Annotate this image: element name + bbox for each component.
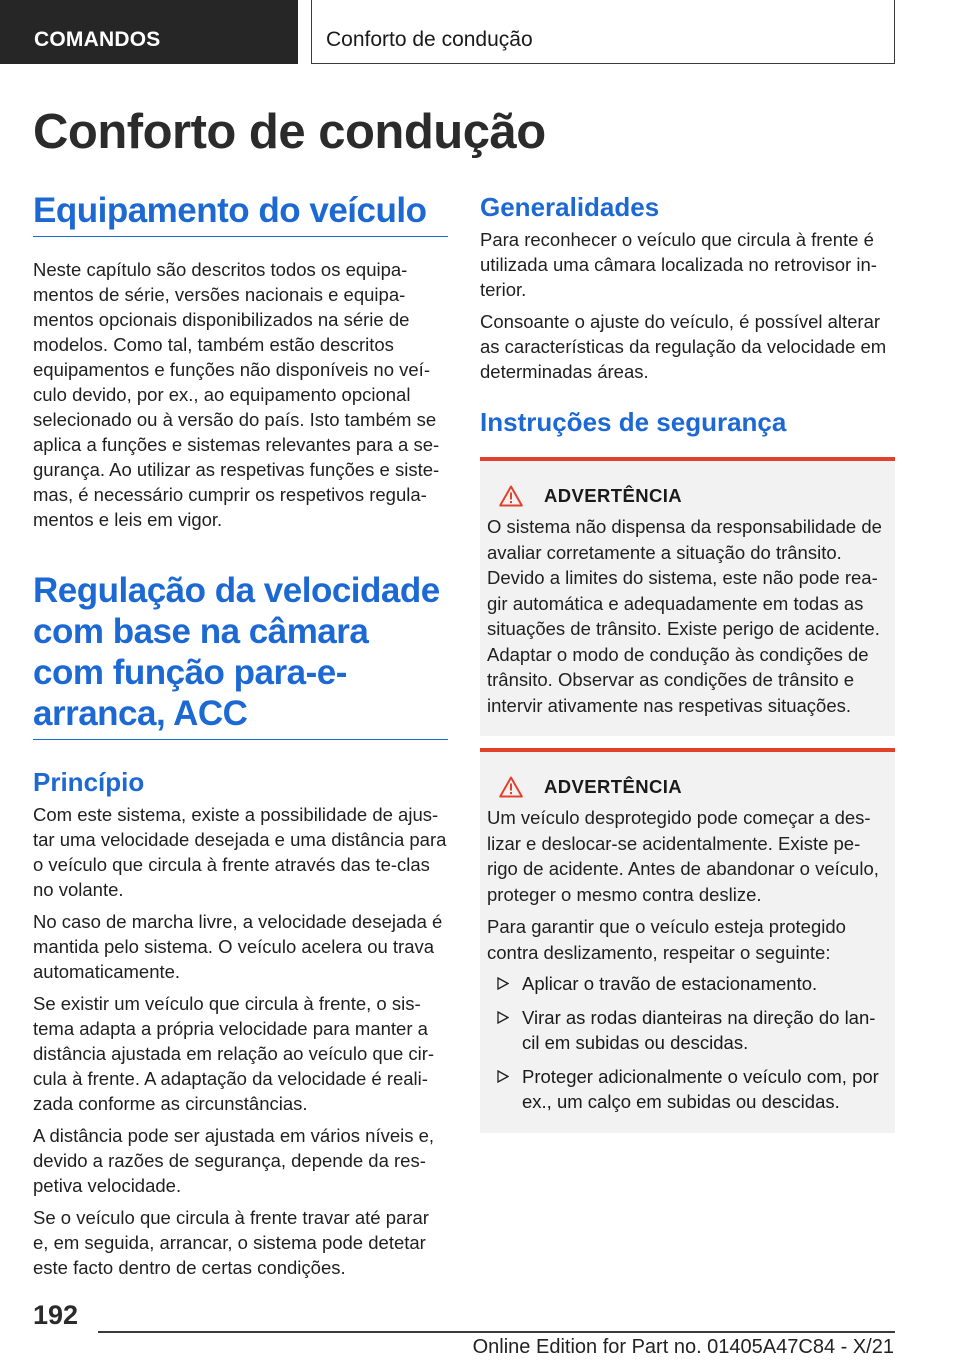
principio-text-3: Se existir um veículo que circula à frente, o sis‐tema adapta a própria velocidade para manter a distância ajustada em relação ao veículo que cir‐cula à frente. A adaptação da velocidade é reali‐zada conforme as circunstâncias. [33,993,435,1114]
heading-seguranca: Instruções de segurança [480,407,787,437]
warning-box-2 [480,748,895,1133]
warning-triangle-icon [499,776,523,798]
heading-acc: Regulação da velocidade com base na câmara com função para-e-arranca, ACC [33,570,448,740]
principio-text-5: Se o veículo que circula à frente travar até parar e, em seguida, arrancar, o sistema pode detetar este facto dentro de certas condições. [33,1207,429,1278]
heading-generalidades: Generalidades [480,192,660,222]
generalidades-text-1: Para reconhecer o veículo que circula à frente é utilizada uma câmara localizada no retrovisor in‐terior. [480,229,877,300]
warning-text-1: O sistema não dispensa da responsabilidade de avaliar corretamente a situação do trânsito. Devido a limites do sistema, este não pode rea‐gir automática e adequadamente em todas as situações de trânsito. Existe perigo de acidente. Adaptar o modo de condução às condições de trânsito. Observar as condições de trânsito e intervir ativamente nas respetivas situações. [487,516,882,716]
chapter-label: Conforto de condução [326,28,533,51]
bullet-text: Aplicar o travão de estacionamento. [522,973,818,994]
warning-box-1 [480,457,895,736]
principio-text-4: A distância pode ser ajustada em vários níveis e, devido a razões de segurança, depende da res‐petiva velocidade. [33,1125,435,1196]
page-number: 192 [33,1300,79,1330]
footer-divider [98,1331,895,1333]
warning-bullet-list [487,971,887,1115]
warning-header-2 [499,776,887,798]
right-column [480,191,895,1133]
principio-text-2: No caso de marcha livre, a velocidade desejada é mantida pelo sistema. O veículo acelera ou trava automaticamente. [33,911,443,982]
principio-text-1: Com este sistema, existe a possibilidade de ajus‐tar uma velocidade desejada e uma distância para o veículo que circula à frente através das te‐clas no volante. [33,804,447,900]
chapter-tab [311,0,895,64]
list-item [487,1064,887,1115]
page-title: Conforto de condução [33,105,546,159]
bullet-text: Virar as rodas dianteiras na direção do lan‐cil em subidas ou descidas. [522,1006,876,1053]
list-item [487,1005,887,1056]
footer-edition: Online Edition for Part no. 01405A47C84 - X/21 [472,1336,894,1358]
bullet-triangle-icon [497,977,509,990]
section-tab [0,0,298,64]
warning-text-2a: Um veículo desprotegido pode começar a des‐lizar e deslocar-se acidentalmente. Existe pe‐rigo de acidente. Antes de abandonar o veículo, proteger o mesmo contra deslize. [487,807,879,905]
bullet-triangle-icon [497,1070,509,1083]
bullet-triangle-icon [497,1011,509,1024]
warning-header-1 [499,485,887,507]
warning-triangle-icon [499,485,523,507]
warning-label-2: ADVERTÊNCIA [544,776,683,797]
equipamento-text: Neste capítulo são descritos todos os equipa‐mentos de série, versões nacionais e equipa‐mentos opcionais disponibilizados na série de modelos. Como tal, também estão descritos equipamentos e funções não disponíveis no veí‐culo devido, por ex., ao equipamento opcional selecionado ou à versão do país. Isto também se aplica a funções e sistemas relevantes para a se‐gurança. Ao utilizar as respetivas funções e siste‐mas, é necessário cumprir os respetivos regula‐mentos e leis em vigor. [33,259,440,530]
left-column [33,190,448,1280]
heading-principio: Princípio [33,767,145,797]
warning-label-1: ADVERTÊNCIA [544,485,683,506]
bullet-text: Proteger adicionalmente o veículo com, por ex., um calço em subidas ou descidas. [522,1065,879,1112]
warning-text-2b: Para garantir que o veículo esteja protegido contra deslizamento, respeitar o seguinte: [487,916,846,963]
section-label: COMANDOS [34,28,161,51]
heading-equipamento: Equipamento do veículo [33,190,448,237]
list-item [487,971,887,997]
generalidades-text-2: Consoante o ajuste do veículo, é possível alterar as características da regulação da velocidade em determinadas áreas. [480,311,887,382]
